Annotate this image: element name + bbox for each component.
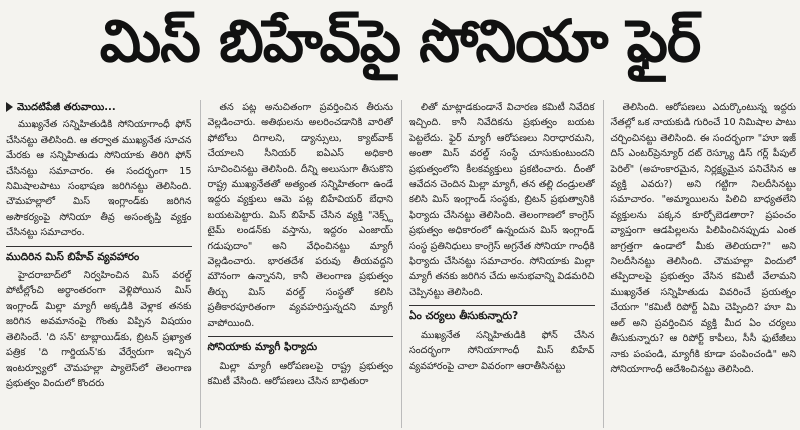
column-3 <box>401 100 595 428</box>
column-2 <box>200 100 394 428</box>
column-4 <box>603 100 797 428</box>
paragraph: మిల్లా మ్యాగీ ఆరోపణలపై రాష్ట్ర ప్రభుత్వం కమిటీ వేసింది. ఆరోపణలు చేసిన బాధితురా <box>207 360 393 387</box>
paragraph: హైదరాబాద్‌లో నిర్వహించిన మిస్ వరల్డ్ పోటీల్లోంచి అర్ధాంతరంగా వెళ్లిపోయిన మిస్ ఇంగ్లాండ్ మిల్లా మ్యాగీ అక్కడికి వెళ్లాక తనకు జరిగిన అవమానంపై గొంతు విప్పిన విషయం తెలిసిందే. 'ది సన్' టాబ్లాయిడ్‌కు, బ్రిటన్ ప్రఖ్యాత పత్రిక 'ది గార్డియన్'కు వేర్వేరుగా ఇచ్చిన ఇంటర్వ్యూలో చౌమహల్లా ప్యాలెస్‌లో తెలంగాణ ప్రభుత్వం విందులో కొందరు <box>6 270 192 389</box>
paragraph: తెలిసింది. ఆరోపణలు ఎదుర్కొంటున్న ఇద్దరు నేతల్లో ఒక నాయకుడి గురించే 10 నిమిషాల పాటు చర్చించినట్టు తెలిసింది. ఈ సందర్భంగా "హూ ఇజ్ దిస్ ఎంటర్‌ప్రెన్యూర్ దట్ రెస్క్యూ డిస్ గర్ల్ పీపుల్ పెరిల్" (అహంకారమైన, నిర్లక్ష్యమైన పనిచేసిన ఆ వ్యక్తి ఎవరు?) అని గట్టిగా నిలదీసినట్టు సమాచారం. "అమ్మాయిలను పిలిచి బాధ్యతలేని వ్యక్తులను పక్కన కూర్చోబెడతారా? ప్రపంచం వ్యాప్తంగా ఆడపిల్లలను పిలిపించినప్పుడు ఎంత జాగ్రత్తగా ఉండాలో మీకు తెలియదా?" అని నిలదీసినట్టు తెలిసింది. చౌమహల్లా విందులో తప్పిదాలపై ప్రభుత్వం వేసిన కమిటీ వేలామని ముఖ్యనేత సన్నిహితుడు వివరించే ప్రయత్నం చేయగా "కమిటీ రిపోర్ట్ ఏమి చెప్పింది? హూ మి ఆల్ అని ప్రవర్తించిన వ్యక్తి మీద ఏం చర్యలు తీసుకున్నారు? ఆ రిపోర్ట్ కాపీలు, సీసీ ఫుటేజీలు నాకు పంపండి, మ్యాగీకి కూడా పంపించండి" అని సోనియాగాంధీ ఆదేశించినట్టు తెలిసింది. <box>610 102 796 375</box>
headline: మిస్ బిహేవ్‌పై సోనియా ఫైర్ <box>99 6 701 75</box>
article-columns <box>6 100 796 428</box>
paragraph: లితో మాట్లాడకుండానే విచారణ కమిటీ నివేదిక ఇచ్చింది. కానీ నివేదికను ప్రభుత్వం బయట పెట్టలేదు. ఫైర్ మ్యాగీ ఆరోపణలు నిరాధారమని, అంతా మిస్ వరల్డ్ సంస్థే చూసుకుంటుందని ప్రభుత్వంలోని కీలకవ్యక్తులు ప్రకటించారు. దీంతో ఆవేదన చెందిన మిల్లా మ్యాగీ, తన తల్లి దండ్రులతో కలిసి మిస్ ఇంగ్లాండ్ సంస్థకు, బ్రిటన్ ప్రభుత్వానికి ఫిర్యాదు చేసినట్టు తెలిసింది. తెలంగాణలో కాంగ్రెస్ ప్రభుత్వం అధికారంలో ఉన్నందున మిస్ ఇంగ్లాండ్ సంస్థ ప్రతినిధులు కాంగ్రెస్ అగ్రనేత సోనియా గాంధీకి ఫిర్యాదు చేసినట్టు సమాచారం. సోనియాకు మిల్లా మ్యాగీ తనకు జరిగిన చేదు అనుభవాన్ని విడమరిచి చెప్పినట్టు తెలిసింది. <box>409 102 595 298</box>
subhead: ముదిరిన మిస్ బిహేవ్ వ్యవహారం <box>6 246 192 265</box>
arrow-icon <box>6 102 13 112</box>
paragraph: ముఖ్యనేత సన్నిహితుడికి సోనియాగాంధీ ఫోన్ చేసినట్టు తెలిసింది. ఆ తర్వాత ముఖ్యనేత సూచన మేరకు ఆ సన్నిహితుడు సోనియాకు తిరిగి ఫోన్ చేసినట్టు సమాచారం. ఈ సందర్భంగా 15 నిమిషాలపాటు సంభాషణ జరిగినట్టు తెలిసింది. చౌమహల్లాలో మిస్ ఇంగ్లాండ్‌కు జరిగిన అసౌకర్యంపై సోనియా తీవ్ర అసంతృప్తి వ్యక్తం చేసినట్టు సమాచారం. <box>6 119 192 239</box>
paragraph: ముఖ్యనేత సన్నిహితుడికి ఫోన్ చేసిన సందర్భంగా సోనియాగాంధీ మిస్ బిహేవ్ వ్యవహారంపై చాలా వివరంగా ఆరాతీసినట్టు <box>409 329 595 372</box>
kicker-text: మొదటిపేజీ తరువాయి... <box>17 102 116 113</box>
subhead: ఏం చర్యలు తీసుకున్నారు? <box>409 305 595 324</box>
column-1 <box>6 100 192 428</box>
kicker <box>6 100 192 115</box>
subhead: సోనియాకు మ్యాగీ ఫిర్యాదు <box>208 336 394 355</box>
paragraph: తన పట్ల అనుచితంగా ప్రవర్తించిన తీరును వెల్లడించారు. అతిథులను అలరించడానికి వారితో ఫోటోలు దిగాలని, డ్యాన్సులు, క్యాట్‌వాక్ చేయాలని సీనియర్ ఐఏఎస్ అధికారి సూచించినట్టు తెలిసింది. దీన్ని అలుసుగా తీసుకొని రాష్ట్ర ముఖ్యనేతతో అత్యంత సన్నిహితంగా ఉండే ఇద్దరు వ్యక్తులు ఆమె పట్ల బిహేవియర్ బేధాని బయటపెట్టారు. మిస్ బిహేవ్ చేసిన వ్యక్తి "నెక్స్ట్ టైమ్ లండన్‌కు వస్తాను, ఇద్దరం ఎంజాయ్ గడుపుదాం" అని వేధించినట్టు మ్యాగీ వెల్లడించారు. భారతదేశ పరువు తీయవద్దని మౌనంగా ఉన్నానని, కానీ తెలంగాణ ప్రభుత్వం తీర్చు మిస్ వరల్డ్ సంస్థతో కలిసి ప్రతీకారపూరితంగా వ్యవహరిస్తున్నదని మ్యాగీ వాపోయింది. <box>207 102 393 329</box>
